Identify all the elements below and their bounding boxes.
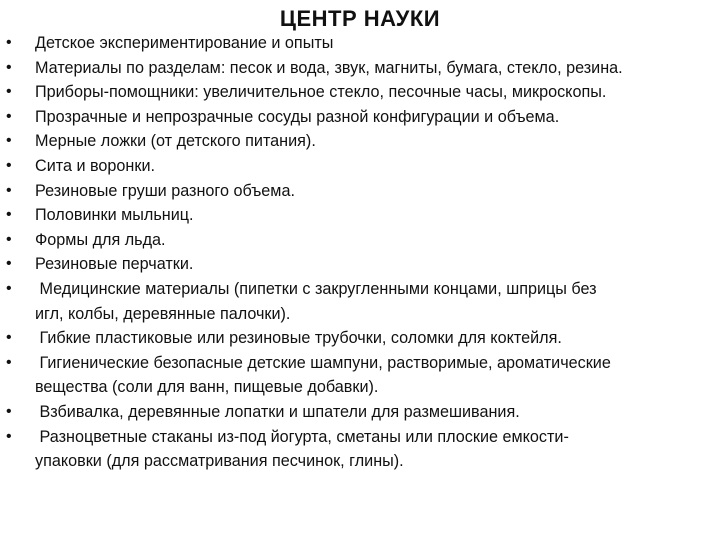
bullet-icon: •: [6, 427, 12, 445]
list-item: [6, 252, 710, 277]
bullet-icon: •: [6, 83, 12, 101]
bullet-icon: •: [6, 58, 12, 76]
list-item: [6, 277, 710, 326]
bullet-icon: •: [6, 34, 12, 51]
list-item-text-continued: игл, колбы, деревянные палочки).: [35, 304, 291, 323]
list-item-text: Мерные ложки (от детского питания).: [35, 132, 316, 151]
list-item: [6, 154, 710, 179]
list-item-text: Разноцветные стаканы из-под йогурта, сметаны или плоские емкости-: [35, 427, 569, 446]
list-item: [6, 425, 710, 474]
bullet-list: [6, 31, 710, 474]
list-item: [6, 228, 710, 253]
list-item-text: Сита и воронки.: [35, 156, 155, 175]
list-item-text: Гигиенические безопасные детские шампуни, растворимые, ароматические: [35, 353, 611, 372]
list-item-text-continued: вещества (соли для ванн, пищевые добавки).: [35, 378, 379, 397]
bullet-icon: •: [6, 255, 12, 273]
list-item: [6, 56, 710, 81]
list-item: [6, 105, 710, 130]
list-item: [6, 326, 710, 351]
list-item: [6, 129, 710, 154]
list-item-text: Детское экспериментирование и опыты: [35, 34, 334, 52]
list-item-text: Взбивалка, деревянные лопатки и шпатели для размешивания.: [35, 402, 520, 421]
list-item-text-continued: упаковки (для рассматривания песчинок, глины).: [35, 452, 404, 471]
bullet-icon: •: [6, 279, 12, 297]
bullet-icon: •: [6, 329, 12, 347]
bullet-icon: •: [6, 206, 12, 224]
bullet-icon: •: [6, 181, 12, 199]
bullet-icon: •: [6, 230, 12, 248]
list-item: [6, 31, 710, 56]
list-item-text: Приборы-помощники: увеличительное стекло, песочные часы, микроскопы.: [35, 83, 607, 102]
list-item-text: Материалы по разделам: песок и вода, звук, магниты, бумага, стекло, резина.: [35, 58, 623, 77]
list-item: [6, 203, 710, 228]
list-item: [6, 179, 710, 204]
list-item: [6, 400, 710, 425]
bullet-icon: •: [6, 402, 12, 420]
list-item-text: Формы для льда.: [35, 230, 166, 249]
bullet-icon: •: [6, 156, 12, 174]
list-item-text: Резиновые груши разного объема.: [35, 181, 295, 200]
list-item-text: Медицинские материалы (пипетки с закругленными концами, шприцы без: [35, 279, 597, 298]
list-item-text: Резиновые перчатки.: [35, 255, 194, 274]
list-item: [6, 351, 710, 400]
bullet-icon: •: [6, 353, 12, 371]
slide-title: ЦЕНТР НАУКИ: [279, 6, 441, 31]
list-item-text: Прозрачные и непрозрачные сосуды разной конфигурации и объема.: [35, 107, 560, 126]
list-item-text: Гибкие пластиковые или резиновые трубочки, соломки для коктейля.: [35, 329, 562, 348]
list-item: [6, 80, 710, 105]
list-item-text: Половинки мыльниц.: [35, 206, 194, 225]
bullet-icon: •: [6, 107, 12, 125]
bullet-icon: •: [6, 132, 12, 150]
